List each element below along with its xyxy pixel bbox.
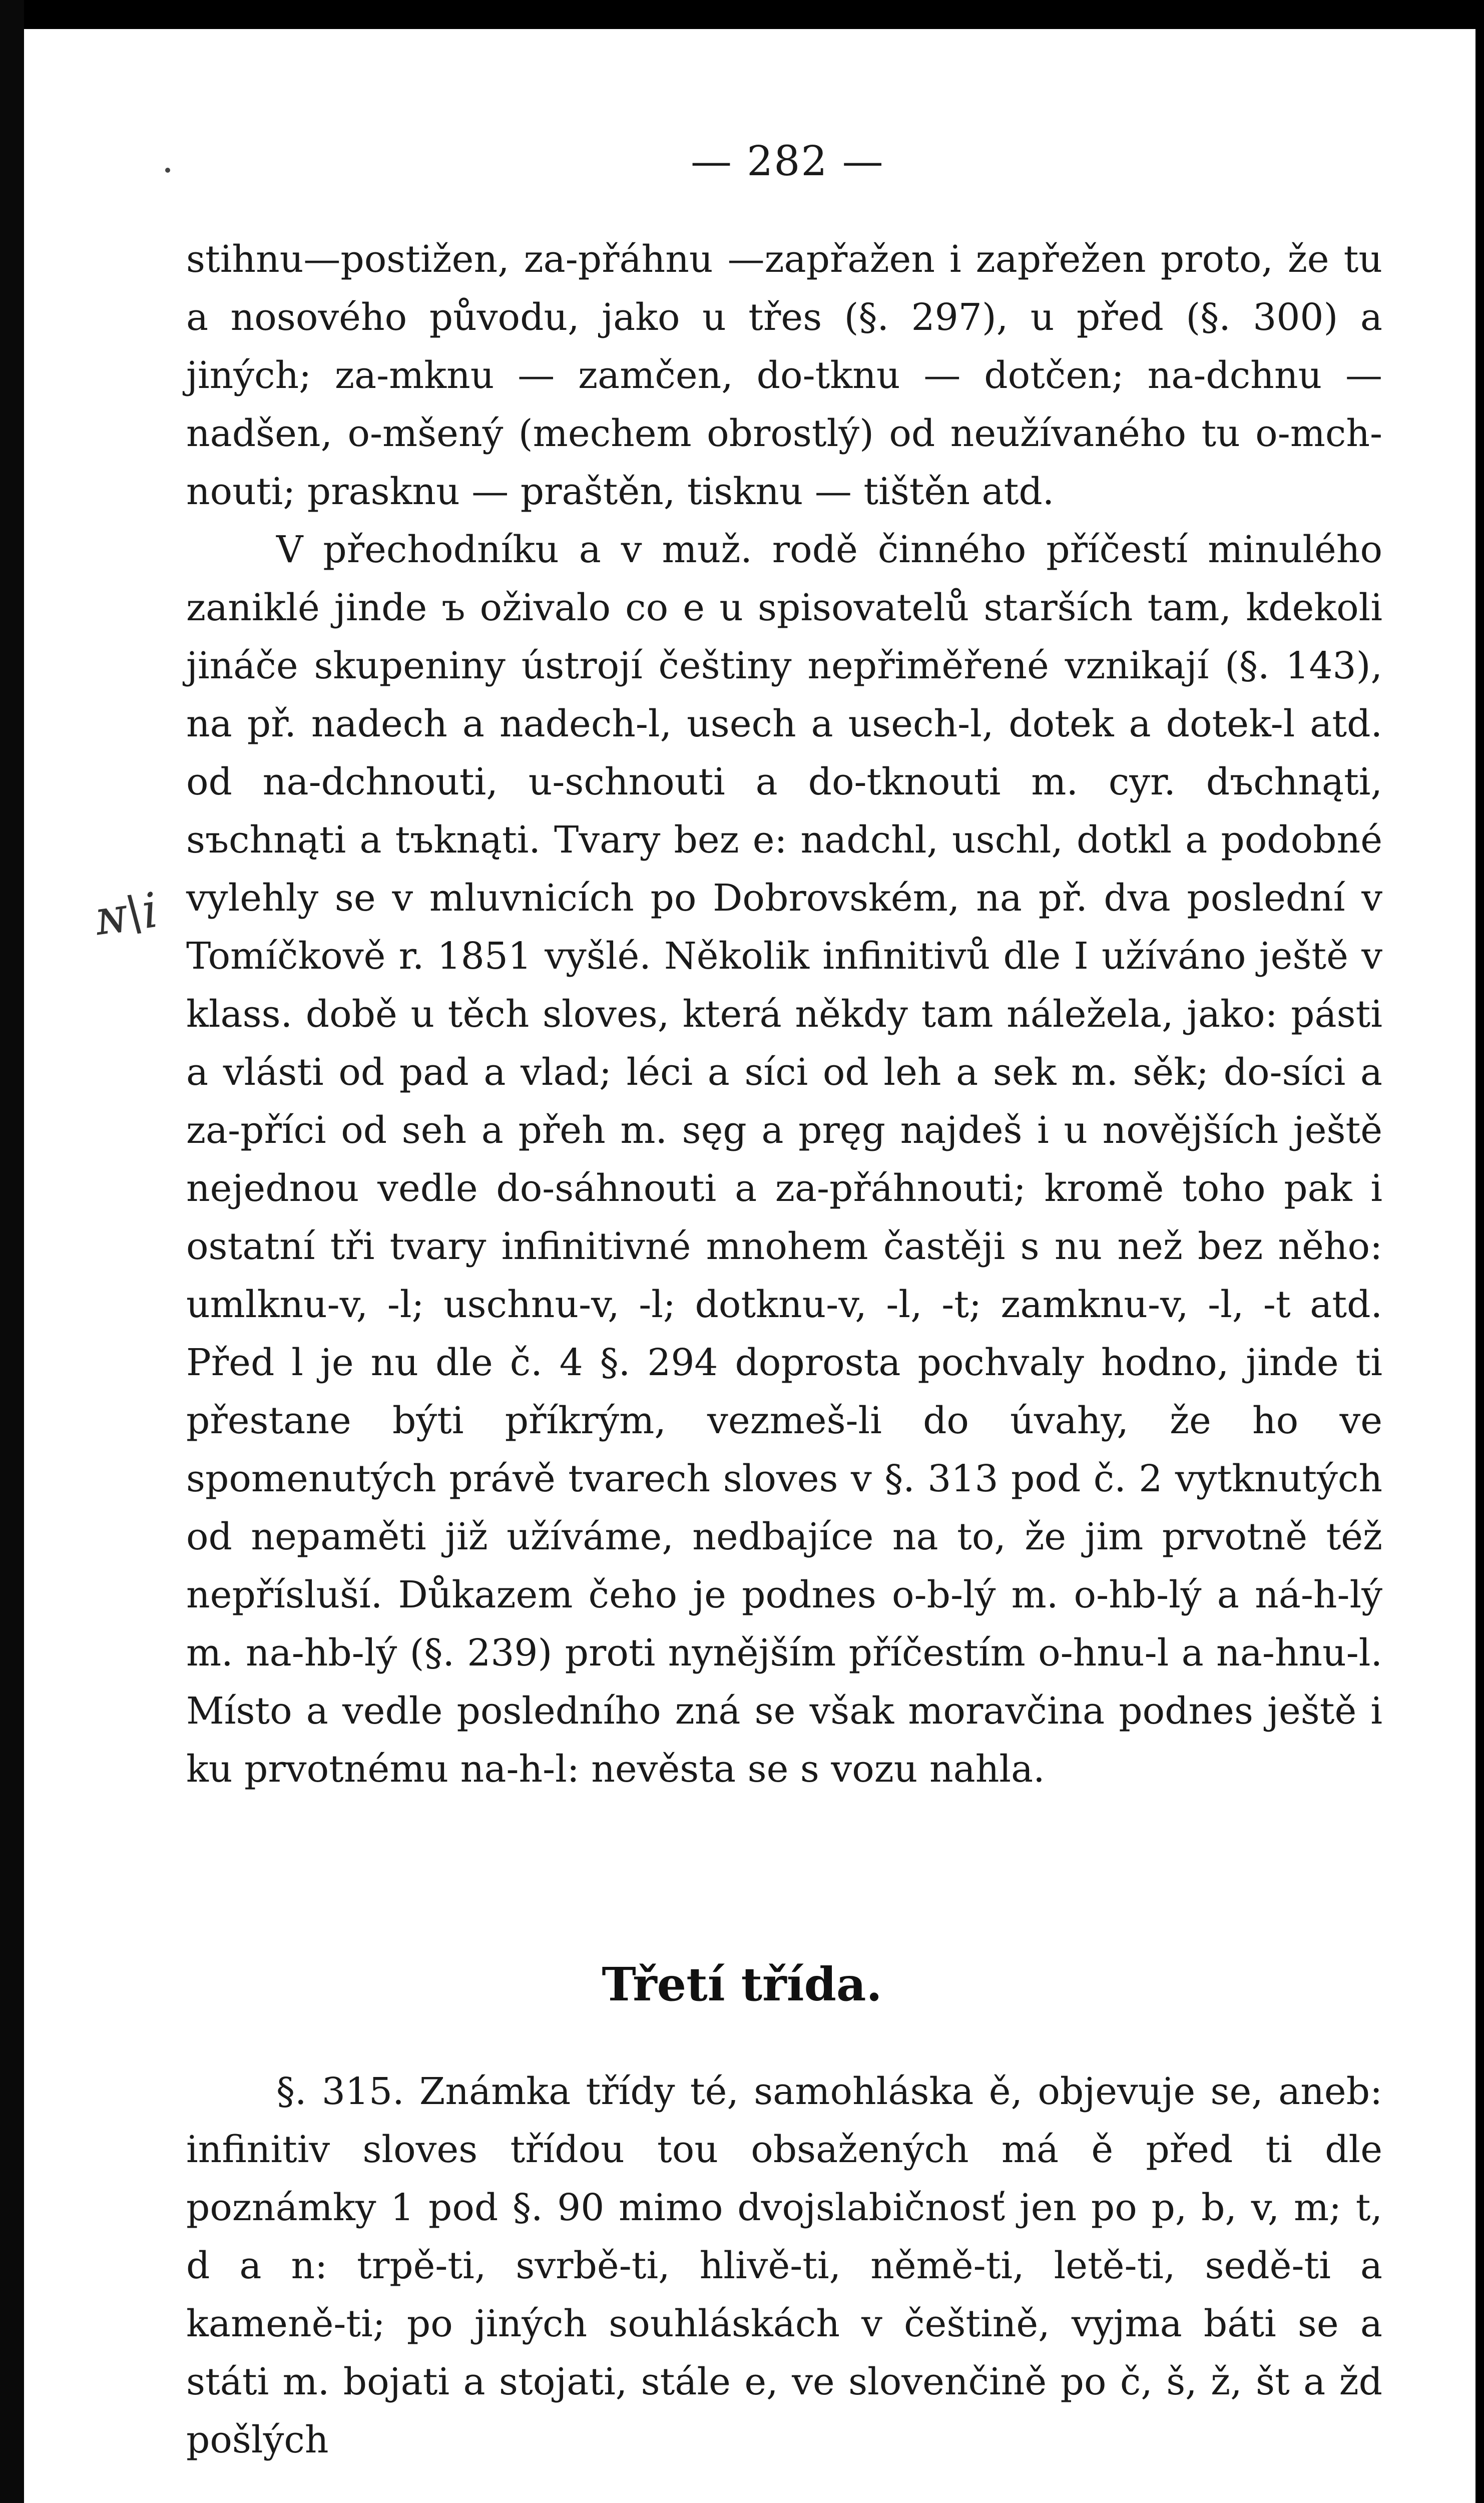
scan-edge	[0, 0, 24, 2503]
paragraph-3-text: §. 315. Známka třídy té, samohláska ě, objevuje se, aneb: infinitiv sloves třídou tou obsažených má ě před ti dle poznámky 1 pod §. 90 mimo dvojslabičnosť jen po p, b, v, m; t, d a n: trpě-ti, svrbě-ti, hlivě-ti, němě-ti, letě-ti, sedě-ti a kameně-ti; po jiných souhláskách v češtině, vyjma báti se a státi m. bojati a stojati, stále e, ve slovenčině po č, š, ž, št a žd pošlých	[186, 2070, 1382, 2461]
paragraph-2-text: V přechodníku a v muž. rodě činného příčestí minulého zaniklé jinde ъ oživalo co e u spisovatelů starších tam, kdekoli jináče skupeniny ústrojí češtiny nepřiměřené vznikají (§. 143), na př. nadech a nadech-l, usech a usech-l, dotek a dotek-l atd. od na-dchnouti, u-schnouti a do-tknouti m. cyr. dъchnąti, sъchnąti a tъknąti. Tvary bez e: nadchl, uschl, dotkl a podobné vylehly se v mluvnicích po Dobrovském, na př. dva poslední v Tomíčkově r. 1851 vyšlé. Několik infinitivů dle I užíváno ještě v klass. době u těch sloves, která někdy tam náležela, jako: pásti a vlásti od pad a vlad; léci a síci od leh a sek m. sěk; do-síci a za-příci od seh a přeh m. sęg a pręg najdeš i u novějších ještě nejednou vedle do-sáhnouti a za-přáhnouti; kromě toho pak i ostatní tři tvary infinitivné mnohem častěji s nu než bez něho: umlknu-v, -l; uschnu-v, -l; dotknu-v, -l, -t; zamknu-v, -l, -t atd. Před l je nu dle č. 4 §. 294 doprosta pochvaly hodno, jinde ti přestane býti příkrým, vezmeš-li do úvahy, že ho ve spomenutých právě tvarech sloves v §. 313 pod č. 2 vytknutých od nepaměti již užíváme, nedbajíce na to, že jim prvotně též nepřísluší. Důkazem čeho je podnes o-b-lý m. o-hb-lý a ná-h-lý m. na-hb-lý (§. 239) proti nynějším příčestím o-hnu-l a na-hnu-l. Místo a vedle posledního zná se však moravčina podnes ještě i ku prvotnému na-h-l: nevěsta se s vozu nahla.	[186, 528, 1382, 1791]
paragraph-1: stihnu—postižen, za-přáhnu —zapřažen i zapřežen proto, že tu a nosového původu, jako u třes (§. 297), u před (§. 300) a jiných; za-mknu — zamčen, do-tknu — dotčen; na-dchnu — nadšen, o-mšený (mechem obrostlý) od neužívaného tu o-mch-nouti; prasknu — praštěn, tisknu — tištěn atd.	[186, 238, 1382, 513]
stray-mark	[165, 168, 170, 173]
paragraph-2	[186, 521, 1382, 1798]
margin-annotation: ɴ\i	[91, 882, 162, 947]
paragraph-3	[186, 2062, 1382, 2469]
section-heading: Třetí třída.	[602, 1957, 882, 2011]
page-number: — 282 —	[691, 138, 884, 185]
